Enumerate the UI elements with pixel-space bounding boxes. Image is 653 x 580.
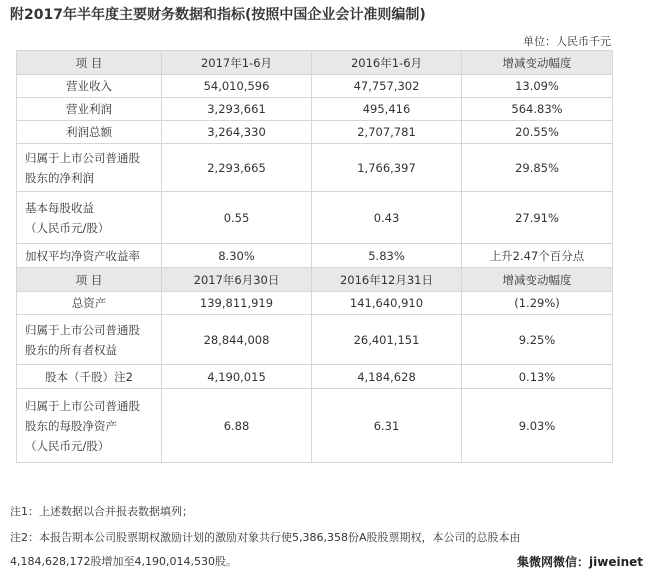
column-header: 2017年1-6月: [162, 51, 312, 75]
table-row: [17, 75, 613, 98]
table-cell: 3,264,330: [162, 121, 312, 144]
row-label: [17, 144, 162, 192]
table-header-row: [17, 268, 613, 292]
table-cell: 27.91%: [462, 192, 613, 244]
row-label-line: （人民币元/股）: [25, 220, 110, 235]
row-label: 营业收入: [17, 75, 162, 98]
row-label: 营业利润: [17, 98, 162, 121]
watermark-text: 集微网微信：jiweinet: [517, 555, 643, 569]
column-header: 增减变动幅度: [462, 51, 613, 75]
table-cell: 20.55%: [462, 121, 613, 144]
table-cell: 26,401,151: [312, 315, 462, 365]
table-cell: 29.85%: [462, 144, 613, 192]
table-cell: 9.03%: [462, 389, 613, 463]
table-cell: 1,766,397: [312, 144, 462, 192]
table-cell: 6.31: [312, 389, 462, 463]
column-header: 项 目: [17, 268, 162, 292]
row-label-line: 基本每股收益: [25, 200, 94, 215]
table-header-row: [17, 51, 613, 75]
footnote-1: 注1：上述数据以合并报表数据填列；: [10, 505, 193, 518]
table-row: [17, 192, 613, 244]
table-cell: 上升2.47个百分点: [462, 244, 613, 268]
table-cell: 3,293,661: [162, 98, 312, 121]
table-cell: 54,010,596: [162, 75, 312, 98]
column-header: 2016年1-6月: [312, 51, 462, 75]
row-label: [17, 192, 162, 244]
table-cell: 4,184,628: [312, 365, 462, 389]
report-title: 附2017年半年度主要财务数据和指标(按照中国企业会计准则编制): [10, 7, 426, 23]
table-cell: 0.13%: [462, 365, 613, 389]
row-label: [17, 389, 162, 463]
table-cell: (1.29%): [462, 292, 613, 315]
row-label: [17, 315, 162, 365]
table-cell: 6.88: [162, 389, 312, 463]
column-header: 2016年12月31日: [312, 268, 462, 292]
table-row: [17, 292, 613, 315]
table-cell: 5.83%: [312, 244, 462, 268]
table-cell: 4,190,015: [162, 365, 312, 389]
table-cell: 139,811,919: [162, 292, 312, 315]
table-row: [17, 365, 613, 389]
row-label-line: 股东的所有者权益: [25, 342, 117, 357]
table-cell: 8.30%: [162, 244, 312, 268]
row-label: 股本（千股）注2: [17, 365, 162, 389]
row-label-line: 股东的净利润: [25, 170, 94, 185]
row-label: 加权平均净资产收益率: [17, 244, 162, 268]
table-cell: 28,844,008: [162, 315, 312, 365]
footnote-2-continued: 4,184,628,172股增加至4,190,014,530股。: [10, 555, 237, 568]
unit-label: 单位：人民币千元: [523, 35, 611, 48]
table-cell: 141,640,910: [312, 292, 462, 315]
row-label-line: 归属于上市公司普通股: [25, 322, 140, 337]
row-label: 总资产: [17, 292, 162, 315]
footnote-2: 注2：本报告期本公司股票期权激励计划的激励对象共行使5,386,358份A股股票期权，本公司的总股本由: [10, 531, 521, 544]
table-row: [17, 389, 613, 463]
table-row: [17, 244, 613, 268]
column-header: 增减变动幅度: [462, 268, 613, 292]
table-cell: 2,707,781: [312, 121, 462, 144]
table-row: [17, 144, 613, 192]
row-label-line: （人民币元/股）: [25, 438, 110, 453]
row-label-line: 归属于上市公司普通股: [25, 150, 140, 165]
table-cell: 9.25%: [462, 315, 613, 365]
table-cell: 2,293,665: [162, 144, 312, 192]
table-cell: 0.55: [162, 192, 312, 244]
table-row: [17, 98, 613, 121]
table-row: [17, 315, 613, 365]
table-cell: 47,757,302: [312, 75, 462, 98]
table-cell: 0.43: [312, 192, 462, 244]
table-cell: 495,416: [312, 98, 462, 121]
table-cell: 564.83%: [462, 98, 613, 121]
row-label-line: 股东的每股净资产: [25, 418, 117, 433]
column-header: 2017年6月30日: [162, 268, 312, 292]
row-label-line: 归属于上市公司普通股: [25, 398, 140, 413]
row-label: 利润总额: [17, 121, 162, 144]
financial-table: [16, 50, 613, 463]
column-header: 项 目: [17, 51, 162, 75]
table-row: [17, 121, 613, 144]
table-cell: 13.09%: [462, 75, 613, 98]
